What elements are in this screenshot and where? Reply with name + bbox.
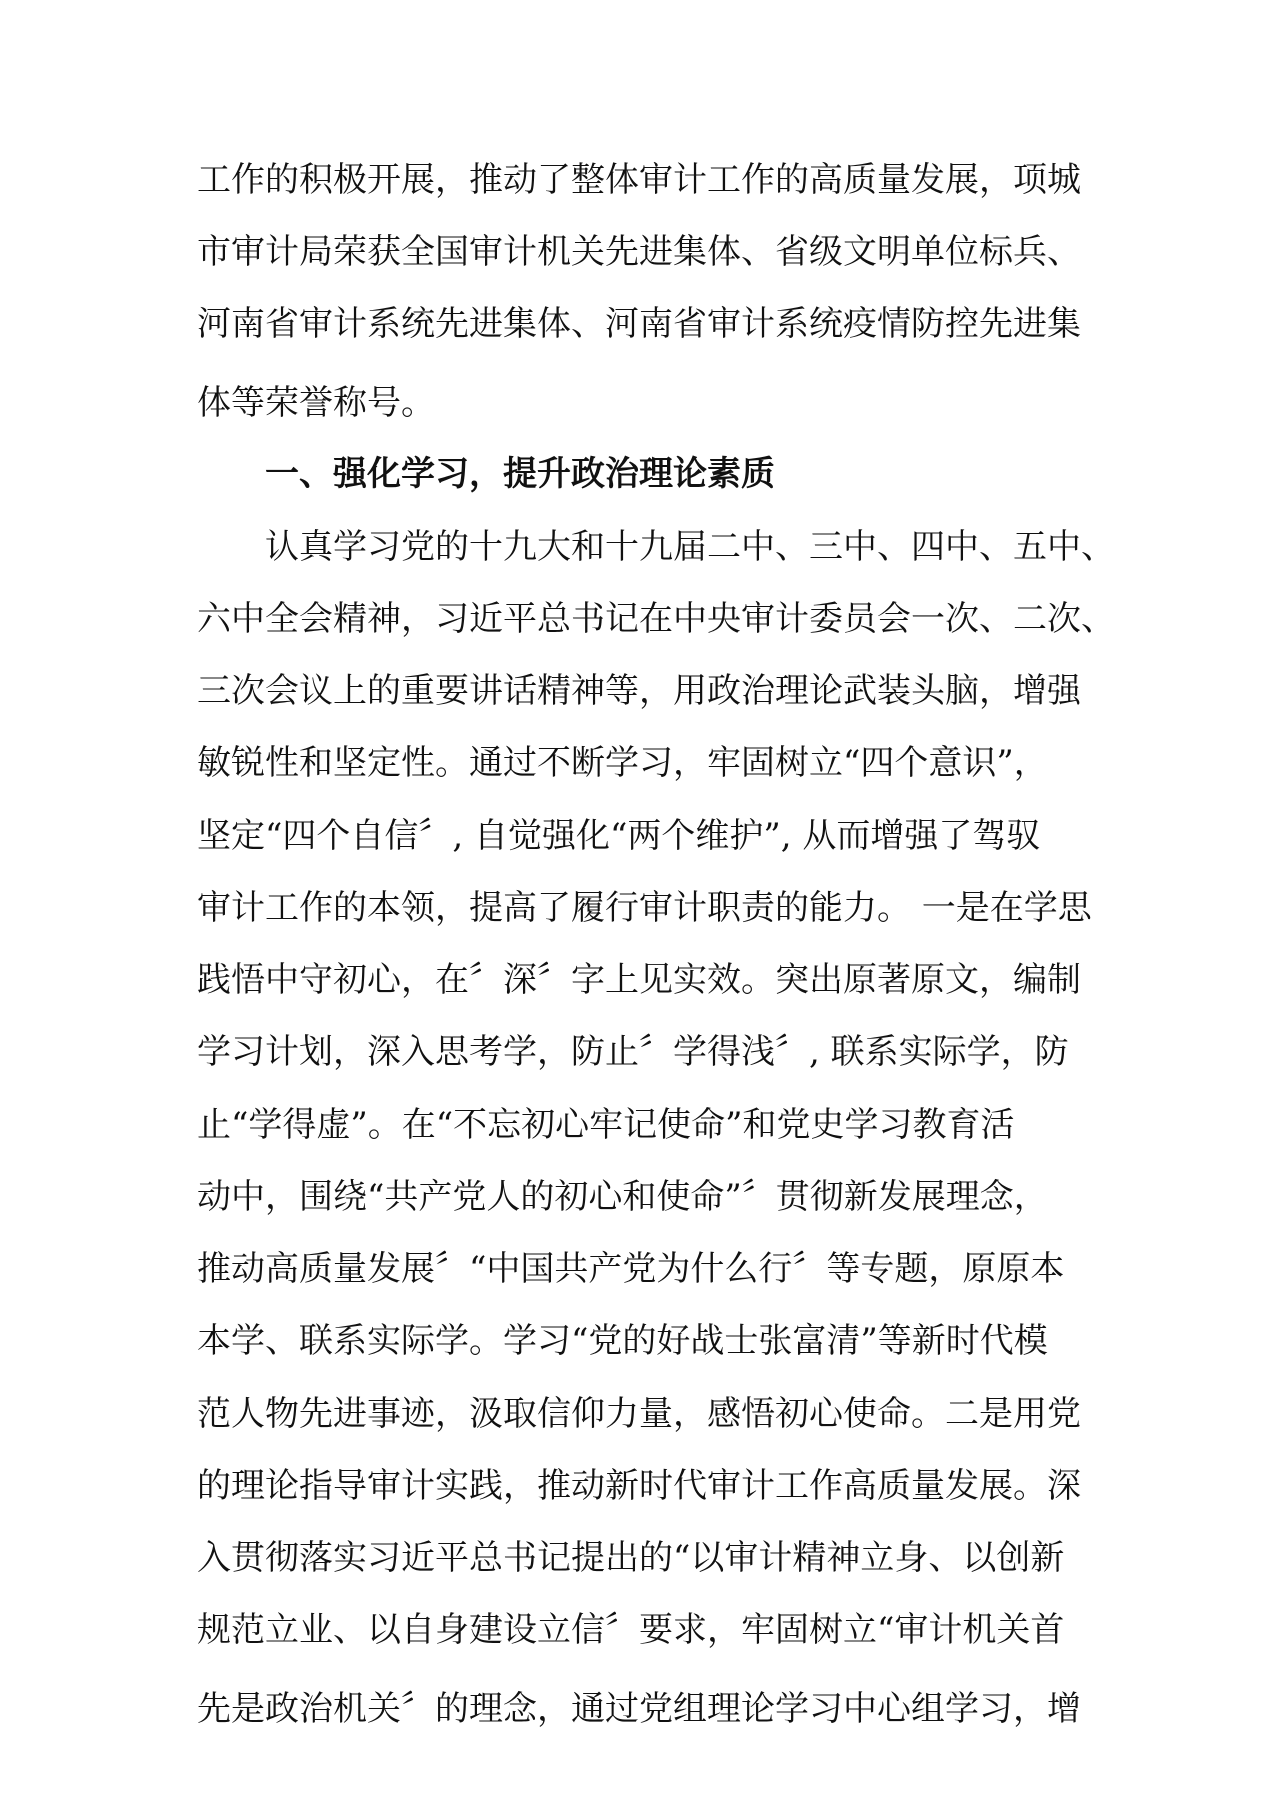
body-text-line: 规范立业、以自身建设立信〞要求，牢固树立“审计机关首 xyxy=(197,1610,1065,1650)
body-text-line: 体等荣誉称号。 xyxy=(197,383,435,423)
body-text-line: 动中，围绕“共产党人的初心和使命”〞贯彻新发展理念， xyxy=(197,1177,1048,1217)
body-text-line: 六中全会精神，习近平总书记在中央审计委员会一次、二次、 xyxy=(197,599,1115,639)
body-text-line: 践悟中守初心，在〞深〞字上见实效。突出原著原文，编制 xyxy=(197,960,1081,1000)
body-text-line: 止“学得虚”。在“不忘初心牢记使命”和党史学习教育活 xyxy=(197,1105,1015,1145)
body-text-line: 三次会议上的重要讲话精神等，用政治理论武装头脑，增强 xyxy=(197,671,1081,711)
body-text-line: 河南省审计系统先进集体、河南省审计系统疫情防控先进集 xyxy=(197,304,1081,344)
body-text-line: 市审计局荣获全国审计机关先进集体、省级文明单位标兵、 xyxy=(197,232,1081,272)
paragraph-first-line: 认真学习党的十九大和十九届二中、三中、四中、五中、 xyxy=(265,527,1115,567)
body-text-line: 的理论指导审计实践，推动新时代审计工作高质量发展。深 xyxy=(197,1466,1081,1506)
body-text-line: 本学、联系实际学。学习“党的好战士张富清”等新时代模 xyxy=(197,1321,1048,1361)
body-text-line: 学习计划，深入思考学，防止〞学得浅〞, 联系实际学，防 xyxy=(197,1032,1069,1072)
body-text-line: 推动高质量发展〞“中国共产党为什么行〞等专题，原原本 xyxy=(197,1249,1065,1289)
body-text-line: 敏锐性和坚定性。通过不断学习，牢固树立“四个意识”， xyxy=(197,743,1048,783)
body-text-line: 入贯彻落实习近平总书记提出的“以审计精神立身、以创新 xyxy=(197,1538,1065,1578)
body-text-line: 坚定“四个自信〞, 自觉强化“两个维护”, 从而增强了驾驭 xyxy=(197,816,1041,856)
body-text-line: 范人物先进事迹，汲取信仰力量，感悟初心使命。二是用党 xyxy=(197,1394,1081,1434)
section-heading: 一、强化学习，提升政治理论素质 xyxy=(265,454,775,494)
body-text-line: 工作的积极开展，推动了整体审计工作的高质量发展，项城 xyxy=(197,160,1081,200)
body-text-line: 先是政治机关〞的理念，通过党组理论学习中心组学习，增 xyxy=(197,1689,1081,1729)
body-text-line: 审计工作的本领，提高了履行审计职责的能力。 一是在学思 xyxy=(197,888,1092,928)
